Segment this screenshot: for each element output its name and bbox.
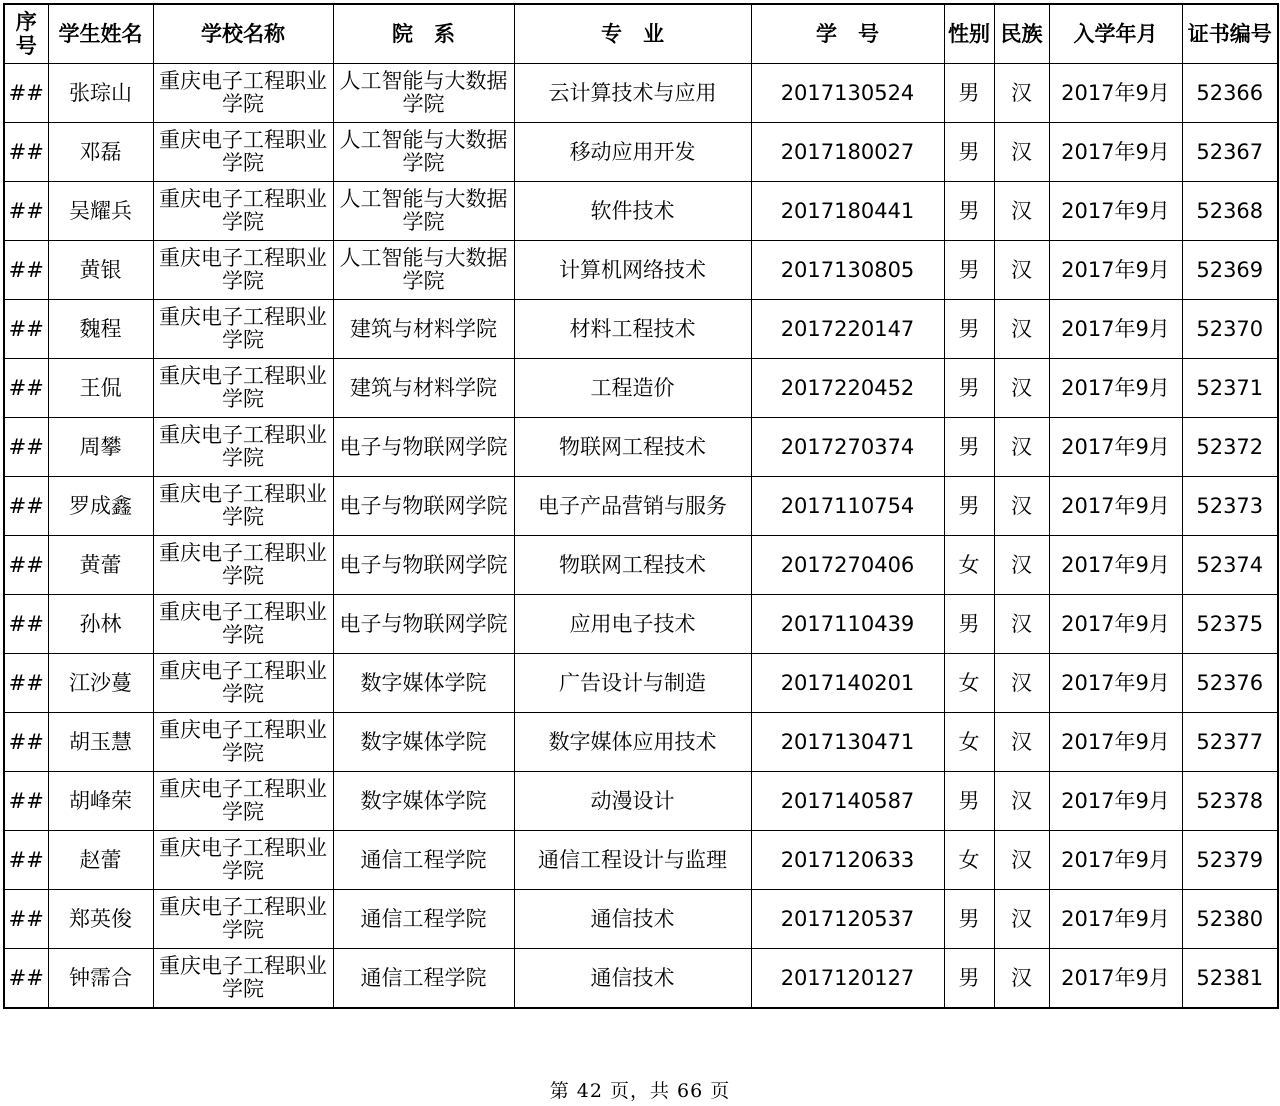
cell-certificate: 52366 xyxy=(1182,64,1278,123)
cell-school: 重庆电子工程职业学院 xyxy=(153,713,333,772)
cell-gender: 男 xyxy=(944,300,994,359)
cell-major: 电子产品营销与服务 xyxy=(514,477,751,536)
cell-student-name: 孙林 xyxy=(48,595,153,654)
cell-gender: 男 xyxy=(944,772,994,831)
cell-student-id: 2017220452 xyxy=(751,359,944,418)
cell-seq: ## xyxy=(4,772,48,831)
header-dept: 院 系 xyxy=(333,4,514,64)
cell-school: 重庆电子工程职业学院 xyxy=(153,123,333,182)
cell-dept: 电子与物联网学院 xyxy=(333,536,514,595)
cell-seq: ## xyxy=(4,182,48,241)
cell-ethnicity: 汉 xyxy=(994,359,1049,418)
cell-major: 计算机网络技术 xyxy=(514,241,751,300)
cell-enrollment: 2017年9月 xyxy=(1049,300,1182,359)
header-school: 学校名称 xyxy=(153,4,333,64)
cell-student-id: 2017140201 xyxy=(751,654,944,713)
cell-student-name: 钟霈合 xyxy=(48,949,153,1009)
cell-seq: ## xyxy=(4,713,48,772)
table-row xyxy=(4,241,1278,300)
table-row xyxy=(4,831,1278,890)
cell-student-id: 2017180027 xyxy=(751,123,944,182)
table-row xyxy=(4,654,1278,713)
cell-dept: 电子与物联网学院 xyxy=(333,418,514,477)
cell-gender: 男 xyxy=(944,182,994,241)
cell-gender: 男 xyxy=(944,241,994,300)
header-enrollment: 入学年月 xyxy=(1049,4,1182,64)
cell-school: 重庆电子工程职业学院 xyxy=(153,182,333,241)
cell-school: 重庆电子工程职业学院 xyxy=(153,536,333,595)
cell-seq: ## xyxy=(4,654,48,713)
cell-enrollment: 2017年9月 xyxy=(1049,772,1182,831)
cell-gender: 男 xyxy=(944,949,994,1009)
cell-student-name: 郑英俊 xyxy=(48,890,153,949)
header-seq: 序号 xyxy=(4,4,48,64)
cell-certificate: 52372 xyxy=(1182,418,1278,477)
cell-school: 重庆电子工程职业学院 xyxy=(153,654,333,713)
cell-dept: 人工智能与大数据学院 xyxy=(333,64,514,123)
cell-enrollment: 2017年9月 xyxy=(1049,123,1182,182)
cell-ethnicity: 汉 xyxy=(994,654,1049,713)
cell-student-id: 2017110754 xyxy=(751,477,944,536)
cell-certificate: 52377 xyxy=(1182,713,1278,772)
cell-dept: 数字媒体学院 xyxy=(333,654,514,713)
cell-certificate: 52379 xyxy=(1182,831,1278,890)
table-row xyxy=(4,359,1278,418)
cell-school: 重庆电子工程职业学院 xyxy=(153,949,333,1009)
cell-major: 数字媒体应用技术 xyxy=(514,713,751,772)
cell-dept: 通信工程学院 xyxy=(333,890,514,949)
cell-gender: 男 xyxy=(944,595,994,654)
cell-student-id: 2017120127 xyxy=(751,949,944,1009)
cell-certificate: 52370 xyxy=(1182,300,1278,359)
header-gender: 性别 xyxy=(944,4,994,64)
cell-student-name: 魏程 xyxy=(48,300,153,359)
cell-ethnicity: 汉 xyxy=(994,182,1049,241)
cell-student-name: 黄银 xyxy=(48,241,153,300)
cell-enrollment: 2017年9月 xyxy=(1049,418,1182,477)
cell-ethnicity: 汉 xyxy=(994,241,1049,300)
cell-ethnicity: 汉 xyxy=(994,949,1049,1009)
cell-dept: 人工智能与大数据学院 xyxy=(333,241,514,300)
cell-enrollment: 2017年9月 xyxy=(1049,241,1182,300)
cell-major: 通信技术 xyxy=(514,949,751,1009)
cell-ethnicity: 汉 xyxy=(994,713,1049,772)
cell-enrollment: 2017年9月 xyxy=(1049,595,1182,654)
table-row xyxy=(4,300,1278,359)
cell-ethnicity: 汉 xyxy=(994,477,1049,536)
cell-seq: ## xyxy=(4,890,48,949)
cell-dept: 通信工程学院 xyxy=(333,831,514,890)
cell-school: 重庆电子工程职业学院 xyxy=(153,359,333,418)
cell-school: 重庆电子工程职业学院 xyxy=(153,595,333,654)
cell-dept: 建筑与材料学院 xyxy=(333,300,514,359)
cell-certificate: 52381 xyxy=(1182,949,1278,1009)
cell-student-id: 2017270406 xyxy=(751,536,944,595)
cell-gender: 女 xyxy=(944,536,994,595)
cell-student-id: 2017270374 xyxy=(751,418,944,477)
cell-seq: ## xyxy=(4,359,48,418)
table-row xyxy=(4,64,1278,123)
cell-student-name: 张琮山 xyxy=(48,64,153,123)
cell-student-id: 2017120537 xyxy=(751,890,944,949)
cell-dept: 通信工程学院 xyxy=(333,949,514,1009)
cell-dept: 人工智能与大数据学院 xyxy=(333,123,514,182)
cell-student-name: 赵蕾 xyxy=(48,831,153,890)
cell-gender: 男 xyxy=(944,477,994,536)
cell-gender: 男 xyxy=(944,359,994,418)
cell-certificate: 52380 xyxy=(1182,890,1278,949)
cell-major: 物联网工程技术 xyxy=(514,536,751,595)
cell-seq: ## xyxy=(4,831,48,890)
cell-enrollment: 2017年9月 xyxy=(1049,831,1182,890)
cell-certificate: 52373 xyxy=(1182,477,1278,536)
cell-student-id: 2017120633 xyxy=(751,831,944,890)
cell-major: 物联网工程技术 xyxy=(514,418,751,477)
cell-seq: ## xyxy=(4,595,48,654)
table-row xyxy=(4,595,1278,654)
cell-student-name: 周攀 xyxy=(48,418,153,477)
cell-enrollment: 2017年9月 xyxy=(1049,536,1182,595)
cell-dept: 数字媒体学院 xyxy=(333,713,514,772)
table-row xyxy=(4,418,1278,477)
cell-major: 广告设计与制造 xyxy=(514,654,751,713)
cell-major: 软件技术 xyxy=(514,182,751,241)
cell-dept: 电子与物联网学院 xyxy=(333,477,514,536)
cell-major: 通信工程设计与监理 xyxy=(514,831,751,890)
cell-student-id: 2017130471 xyxy=(751,713,944,772)
cell-ethnicity: 汉 xyxy=(994,831,1049,890)
header-row xyxy=(4,4,1278,64)
cell-enrollment: 2017年9月 xyxy=(1049,359,1182,418)
cell-ethnicity: 汉 xyxy=(994,890,1049,949)
cell-certificate: 52369 xyxy=(1182,241,1278,300)
cell-seq: ## xyxy=(4,949,48,1009)
cell-gender: 女 xyxy=(944,713,994,772)
cell-major: 通信技术 xyxy=(514,890,751,949)
cell-dept: 数字媒体学院 xyxy=(333,772,514,831)
cell-major: 应用电子技术 xyxy=(514,595,751,654)
cell-gender: 女 xyxy=(944,654,994,713)
cell-student-id: 2017180441 xyxy=(751,182,944,241)
cell-student-id: 2017130524 xyxy=(751,64,944,123)
cell-student-id: 2017110439 xyxy=(751,595,944,654)
cell-certificate: 52367 xyxy=(1182,123,1278,182)
cell-student-id: 2017130805 xyxy=(751,241,944,300)
table-row xyxy=(4,536,1278,595)
document-page xyxy=(3,3,1277,1009)
cell-dept: 电子与物联网学院 xyxy=(333,595,514,654)
cell-gender: 女 xyxy=(944,831,994,890)
cell-school: 重庆电子工程职业学院 xyxy=(153,831,333,890)
cell-gender: 男 xyxy=(944,418,994,477)
cell-seq: ## xyxy=(4,418,48,477)
table-row xyxy=(4,713,1278,772)
table-row xyxy=(4,123,1278,182)
cell-certificate: 52371 xyxy=(1182,359,1278,418)
cell-student-id: 2017220147 xyxy=(751,300,944,359)
cell-ethnicity: 汉 xyxy=(994,536,1049,595)
table-row xyxy=(4,477,1278,536)
header-ethnicity: 民族 xyxy=(994,4,1049,64)
cell-gender: 男 xyxy=(944,64,994,123)
cell-ethnicity: 汉 xyxy=(994,772,1049,831)
cell-gender: 男 xyxy=(944,890,994,949)
table-row xyxy=(4,182,1278,241)
cell-certificate: 52374 xyxy=(1182,536,1278,595)
table-row xyxy=(4,890,1278,949)
cell-school: 重庆电子工程职业学院 xyxy=(153,890,333,949)
cell-major: 工程造价 xyxy=(514,359,751,418)
cell-enrollment: 2017年9月 xyxy=(1049,477,1182,536)
cell-enrollment: 2017年9月 xyxy=(1049,654,1182,713)
cell-student-name: 江沙蔓 xyxy=(48,654,153,713)
cell-school: 重庆电子工程职业学院 xyxy=(153,418,333,477)
cell-enrollment: 2017年9月 xyxy=(1049,949,1182,1009)
cell-ethnicity: 汉 xyxy=(994,64,1049,123)
cell-certificate: 52376 xyxy=(1182,654,1278,713)
cell-dept: 建筑与材料学院 xyxy=(333,359,514,418)
cell-certificate: 52368 xyxy=(1182,182,1278,241)
cell-dept: 人工智能与大数据学院 xyxy=(333,182,514,241)
cell-enrollment: 2017年9月 xyxy=(1049,182,1182,241)
cell-school: 重庆电子工程职业学院 xyxy=(153,300,333,359)
cell-enrollment: 2017年9月 xyxy=(1049,890,1182,949)
cell-school: 重庆电子工程职业学院 xyxy=(153,64,333,123)
cell-ethnicity: 汉 xyxy=(994,595,1049,654)
cell-major: 动漫设计 xyxy=(514,772,751,831)
cell-ethnicity: 汉 xyxy=(994,418,1049,477)
cell-student-id: 2017140587 xyxy=(751,772,944,831)
cell-gender: 男 xyxy=(944,123,994,182)
cell-school: 重庆电子工程职业学院 xyxy=(153,477,333,536)
cell-student-name: 罗成鑫 xyxy=(48,477,153,536)
cell-student-name: 胡峰荣 xyxy=(48,772,153,831)
table-header xyxy=(4,4,1278,64)
cell-enrollment: 2017年9月 xyxy=(1049,64,1182,123)
cell-student-name: 王侃 xyxy=(48,359,153,418)
cell-student-name: 胡玉慧 xyxy=(48,713,153,772)
cell-ethnicity: 汉 xyxy=(994,123,1049,182)
cell-enrollment: 2017年9月 xyxy=(1049,713,1182,772)
cell-student-name: 吴耀兵 xyxy=(48,182,153,241)
cell-student-name: 邓磊 xyxy=(48,123,153,182)
cell-student-name: 黄蕾 xyxy=(48,536,153,595)
header-major: 专 业 xyxy=(514,4,751,64)
cell-ethnicity: 汉 xyxy=(994,300,1049,359)
cell-major: 材料工程技术 xyxy=(514,300,751,359)
student-roster-table xyxy=(3,3,1279,1009)
page-number-footer: 第 42 页，共 66 页 xyxy=(549,1080,731,1102)
cell-seq: ## xyxy=(4,123,48,182)
cell-seq: ## xyxy=(4,241,48,300)
header-name: 学生姓名 xyxy=(48,4,153,64)
cell-major: 云计算技术与应用 xyxy=(514,64,751,123)
cell-major: 移动应用开发 xyxy=(514,123,751,182)
cell-seq: ## xyxy=(4,536,48,595)
cell-certificate: 52378 xyxy=(1182,772,1278,831)
cell-seq: ## xyxy=(4,300,48,359)
cell-seq: ## xyxy=(4,64,48,123)
cell-seq: ## xyxy=(4,477,48,536)
cell-school: 重庆电子工程职业学院 xyxy=(153,241,333,300)
cell-school: 重庆电子工程职业学院 xyxy=(153,772,333,831)
header-student-id: 学 号 xyxy=(751,4,944,64)
cell-certificate: 52375 xyxy=(1182,595,1278,654)
table-body xyxy=(4,64,1278,1009)
header-certificate: 证书编号 xyxy=(1182,4,1278,64)
table-row xyxy=(4,772,1278,831)
table-row xyxy=(4,949,1278,1009)
